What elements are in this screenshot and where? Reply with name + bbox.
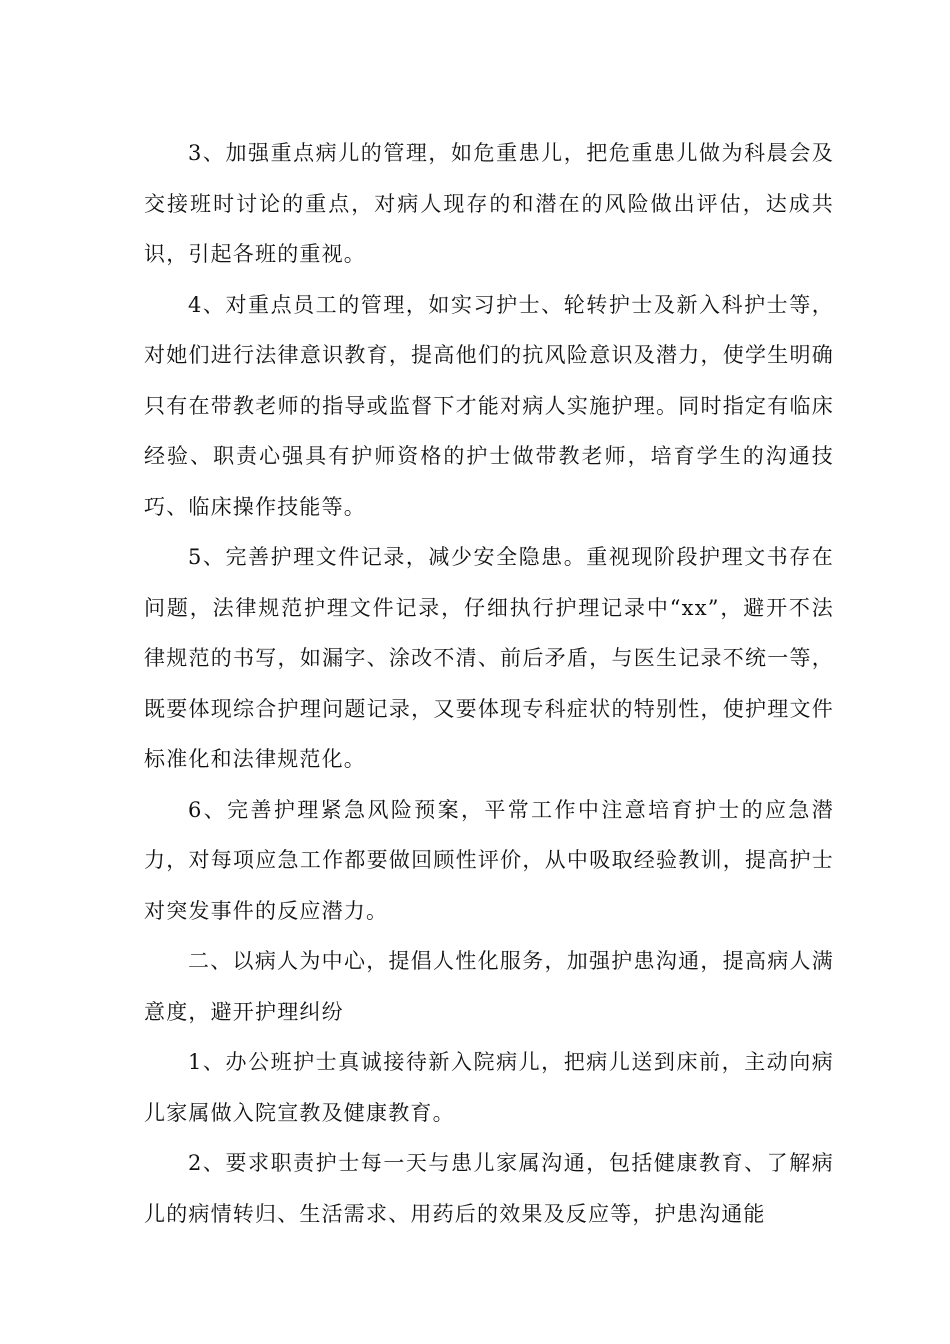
section-heading-2: 二、以病人为中心，提倡人性化服务，加强护患沟通，提高病人满意度，避开护理纠纷 [144, 949, 834, 1024]
paragraph-subitem-1: 1、办公班护士真诚接待新入院病儿，把病儿送到床前，主动向病儿家属做入院宣教及健康教育。 [144, 1050, 834, 1125]
paragraph-item-4: 4、对重点员工的管理，如实习护士、轮转护士及新入科护士等，对她们进行法律意识教育，提高他们的抗风险意识及潜力，使学生明确只有在带教老师的指导或监督下才能对病人实施护理。同时指定有临床经验、职责心强具有护师资格的护士做带教老师，培育学生的沟通技巧、临床操作技能等。 [144, 292, 834, 519]
paragraph-item-5: 5、完善护理文件记录，减少安全隐患。重视现阶段护理文书存在问题，法律规范护理文件记录，仔细执行护理记录中“xx”，避开不法律规范的书写，如漏字、涂改不清、前后矛盾，与医生记录不统一等，既要体现综合护理问题记录，又要体现专科症状的特别性，使护理文件标准化和法律规范化。 [144, 545, 834, 771]
paragraph-item-3: 3、加强重点病儿的管理，如危重患儿，把危重患儿做为科晨会及交接班时讨论的重点，对病人现存的和潜在的风险做出评估，达成共识，引起各班的重视。 [144, 141, 834, 266]
paragraph-subitem-2: 2、要求职责护士每一天与患儿家属沟通，包括健康教育、了解病儿的病情转归、生活需求、用药后的效果及反应等，护患沟通能 [144, 1151, 834, 1226]
document-body [144, 128, 834, 1239]
paragraph-item-6: 6、完善护理紧急风险预案，平常工作中注意培育护士的应急潜力，对每项应急工作都要做回顾性评价，从中吸取经验教训，提高护士对突发事件的反应潜力。 [144, 797, 834, 923]
